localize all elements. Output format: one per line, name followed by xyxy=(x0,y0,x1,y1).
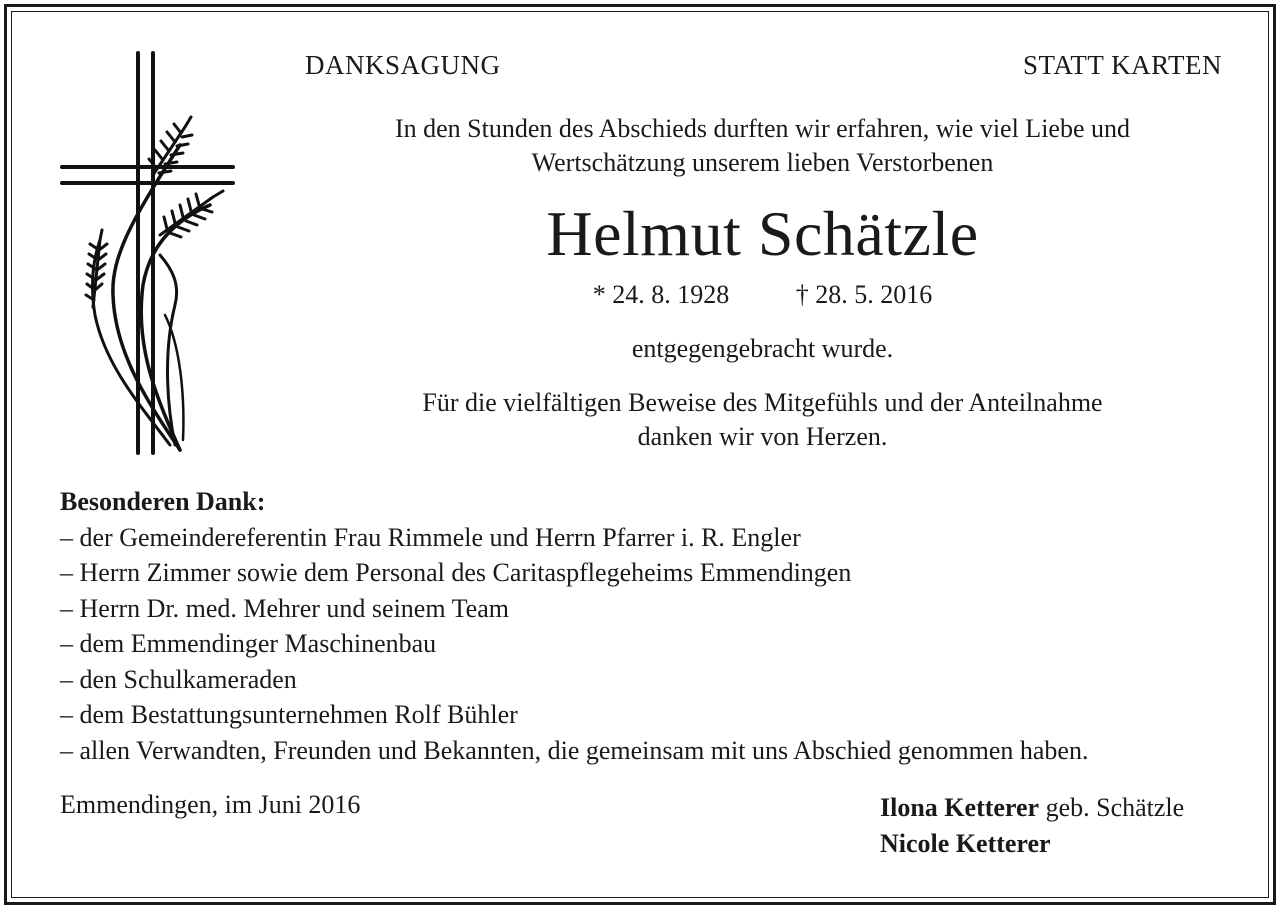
list-item: – Herrn Zimmer sowie dem Personal des Caritaspflegeheims Emmendingen xyxy=(60,558,852,587)
signer-2 xyxy=(880,826,1184,862)
thanks-line-2: danken wir von Herzen. xyxy=(637,422,888,451)
signatures xyxy=(880,790,1184,862)
list-item: – allen Verwandten, Freunden und Bekannten, die gemeinsam mit uns Abschied genommen haben. xyxy=(60,735,1089,765)
header-statt-karten: STATT KARTEN xyxy=(1023,50,1222,80)
signer-1-name: Ilona Ketterer xyxy=(880,793,1040,822)
cross-with-wheat-icon xyxy=(55,45,245,460)
thanks-line-1: Für die vielfältigen Beweise des Mitgefühls und der Anteilnahme xyxy=(422,388,1103,417)
life-dates xyxy=(300,280,1225,310)
special-thanks-section xyxy=(60,484,1088,768)
list-item: – dem Bestattungsunternehmen Rolf Bühler xyxy=(60,700,518,729)
intro-text xyxy=(300,112,1225,180)
list-item: – den Schulkameraden xyxy=(60,664,297,694)
place-and-date: Emmendingen, im Juni 2016 xyxy=(60,790,361,819)
signer-1-suffix: geb. Schätzle xyxy=(1045,793,1185,822)
death-date: † 28. 5. 2016 xyxy=(795,280,933,309)
special-thanks-heading: Besonderen Dank: xyxy=(60,487,266,516)
signer-1 xyxy=(880,790,1184,826)
signer-2-name: Nicole Ketterer xyxy=(880,829,1051,858)
list-item: – Herrn Dr. med. Mehrer und seinem Team xyxy=(60,593,509,623)
birth-date: * 24. 8. 1928 xyxy=(592,280,730,309)
intro-line-1: In den Stunden des Abschieds durften wir erfahren, wie viel Liebe und xyxy=(394,114,1130,143)
list-item: – der Gemeindereferentin Frau Rimmele und Herrn Pfarrer i. R. Engler xyxy=(60,522,801,552)
deceased-name: Helmut Schätzle xyxy=(546,198,979,269)
list-item: – dem Emmendinger Maschinenbau xyxy=(60,629,437,658)
thanks-text xyxy=(300,386,1225,454)
intro-line-2: Wertschätzung unserem lieben Verstorbenen xyxy=(531,148,994,177)
header-danksagung: DANKSAGUNG xyxy=(305,50,501,80)
received-text: entgegengebracht wurde. xyxy=(631,334,894,363)
